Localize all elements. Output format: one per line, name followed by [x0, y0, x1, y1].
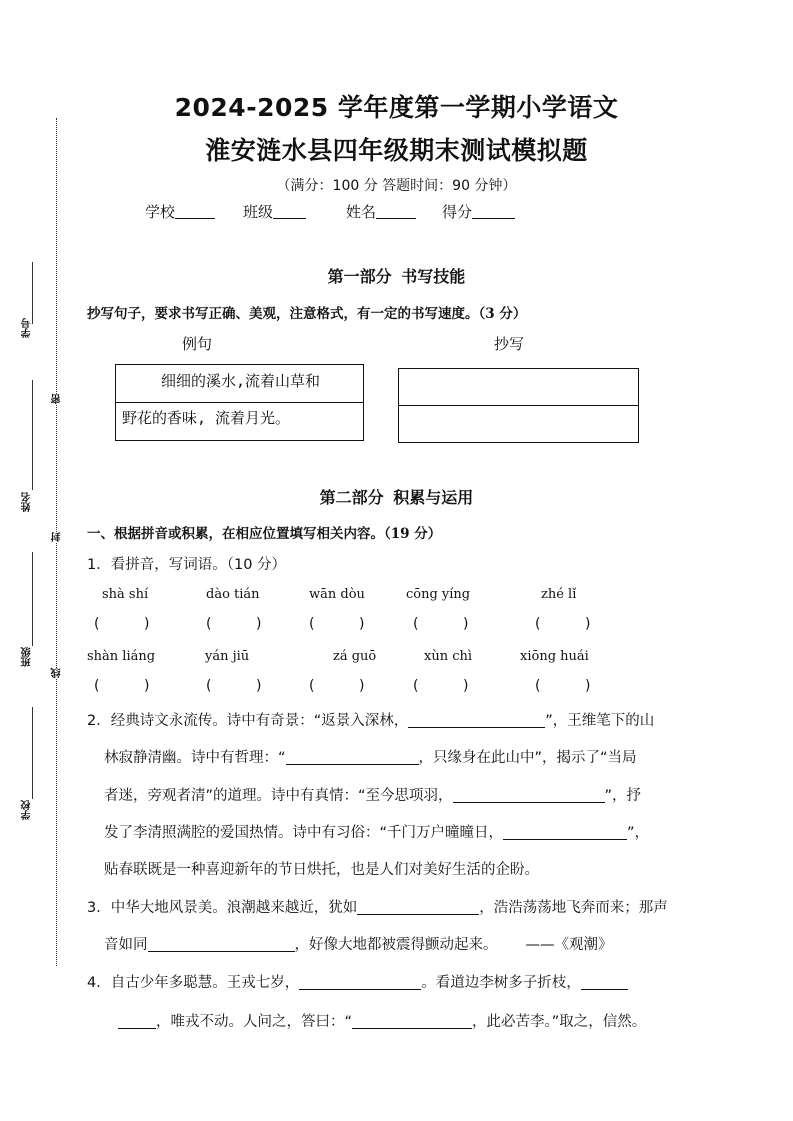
pinyin-item: zhé lǐ [541, 587, 577, 602]
q4-line [118, 1010, 646, 1031]
name-field[interactable] [346, 201, 416, 222]
copy-label: 抄写 [494, 335, 525, 353]
fill-blank[interactable] [357, 898, 479, 915]
answer-paren[interactable]: ( ) [535, 678, 591, 694]
q4-line [87, 971, 628, 992]
pinyin-item: shàn liáng [87, 649, 156, 664]
info-fields [145, 201, 515, 222]
answer-paren[interactable]: ( ) [94, 616, 150, 632]
title-line-1: 2024-2025 学年度第一学期小学语文 [174, 93, 619, 122]
pinyin-item: wān dòu [309, 587, 365, 602]
q1-title: 1．看拼音，写词语。（10 分） [87, 557, 287, 573]
q3-line [87, 896, 668, 917]
title-line-2: 淮安涟水县四年级期末测试模拟题 [205, 136, 588, 165]
fill-blank[interactable] [453, 786, 605, 803]
q2-text: ”，抒 [604, 788, 642, 804]
section1-heading: 一、根据拼音或积累，在相应位置填写相关内容。（19 分） [87, 526, 442, 542]
part2-heading: 第二部分 积累与运用 [319, 488, 474, 507]
pinyin-item: dào tián [206, 587, 260, 602]
answer-paren[interactable]: ( ) [206, 678, 262, 694]
school-field[interactable] [145, 201, 215, 222]
fill-blank[interactable] [352, 1012, 472, 1029]
fill-blank[interactable] [148, 935, 295, 952]
class-field-label: 班级 [243, 203, 274, 221]
pinyin-item: zá guō [333, 649, 377, 664]
score-field[interactable] [442, 201, 515, 222]
fill-blank[interactable] [118, 1012, 156, 1029]
exam-meta: （满分：100 分 答题时间：90 分钟） [276, 178, 517, 194]
q3-source: ——《观潮》 [525, 937, 613, 953]
q4-text: 4．自古少年多聪慧。王戎七岁， [87, 975, 300, 991]
seal-mark-xian: 线 [52, 668, 63, 678]
q3-text: 3．中华大地风景美。浪潮越来越近，犹如 [87, 900, 358, 916]
pinyin-item: xùn chì [424, 649, 473, 664]
q4-text: ，此必苦李。”取之，信然。 [472, 1014, 647, 1030]
copy-box[interactable] [398, 368, 639, 443]
student-id-label: 学号 [22, 318, 33, 338]
pinyin-item: xiōng huái [520, 649, 589, 664]
q2-text: 者迷，旁观者清”的道理。诗中有真情：“至今思项羽， [104, 788, 453, 804]
pinyin-item: shà shí [102, 587, 149, 602]
q2-text: ”， [627, 825, 650, 841]
q3-text: ，好像大地都被震得颤动起来。 [294, 937, 498, 953]
q2-text: ，只缘身在此山中”，揭示了“当局 [418, 750, 637, 766]
q3-text: ，浩浩荡荡地飞奔而来；那声 [479, 900, 668, 916]
school-field-label: 学校 [145, 203, 176, 221]
fill-blank[interactable] [581, 973, 628, 990]
q4-text: ，唯戎不动。人问之，答曰：“ [156, 1014, 353, 1030]
q2-text: 发了李清照满腔的爱国热情。诗中有习俗：“千门万户曈曈日， [104, 825, 504, 841]
answer-paren[interactable]: ( ) [413, 678, 469, 694]
school-label: 学校 [22, 800, 33, 820]
part1-instruction: 抄写句子，要求书写正确、美观，注意格式，有一定的书写速度。（3 分） [87, 306, 527, 322]
q2-line [104, 821, 649, 842]
q2-line [104, 784, 641, 805]
example-box [115, 364, 364, 441]
q2-line [87, 709, 654, 730]
example-text-line2: 野花的香味, 流着月光。 [122, 409, 291, 427]
class-label: 班级 [22, 647, 33, 667]
part1-heading: 第一部分 书写技能 [327, 267, 466, 286]
answer-paren[interactable]: ( ) [206, 616, 262, 632]
pinyin-item: cōng yíng [406, 587, 471, 602]
answer-paren[interactable]: ( ) [94, 678, 150, 694]
fill-blank[interactable] [299, 973, 421, 990]
class-line [32, 552, 33, 646]
class-field[interactable] [243, 201, 306, 222]
example-text-line1: 细细的溪水,流着山草和 [161, 372, 321, 390]
q2-text: 2．经典诗文永流传。诗中有奇景：“返景入深林， [87, 713, 409, 729]
name-field-label: 姓名 [346, 203, 377, 221]
q4-text: 。看道边李树多子折枝， [421, 975, 581, 991]
name-label: 姓名 [22, 492, 33, 512]
q3-text: 音如同 [104, 937, 148, 953]
binding-dotted-line [56, 118, 57, 966]
q2-text: ”，王维笔下的山 [545, 713, 655, 729]
seal-mark-mi: 密 [52, 394, 63, 404]
example-label: 例句 [182, 335, 213, 353]
fill-blank[interactable] [408, 711, 545, 728]
fill-blank[interactable] [286, 748, 419, 765]
score-field-label: 得分 [442, 203, 473, 221]
q2-line: 贴春联既是一种喜迎新年的节日烘托，也是人们对美好生活的企盼。 [104, 862, 539, 878]
answer-paren[interactable]: ( ) [535, 616, 591, 632]
name-line [32, 380, 33, 490]
pinyin-item: yán jiū [205, 649, 250, 664]
q3-line [104, 933, 613, 954]
answer-paren[interactable]: ( ) [309, 678, 365, 694]
school-line [32, 707, 33, 799]
seal-mark-feng: 封 [52, 532, 63, 542]
q2-line [104, 746, 637, 767]
answer-paren[interactable]: ( ) [309, 616, 365, 632]
answer-paren[interactable]: ( ) [413, 616, 469, 632]
q2-text: 林寂静清幽。诗中有哲理：“ [104, 750, 286, 766]
fill-blank[interactable] [503, 823, 627, 840]
